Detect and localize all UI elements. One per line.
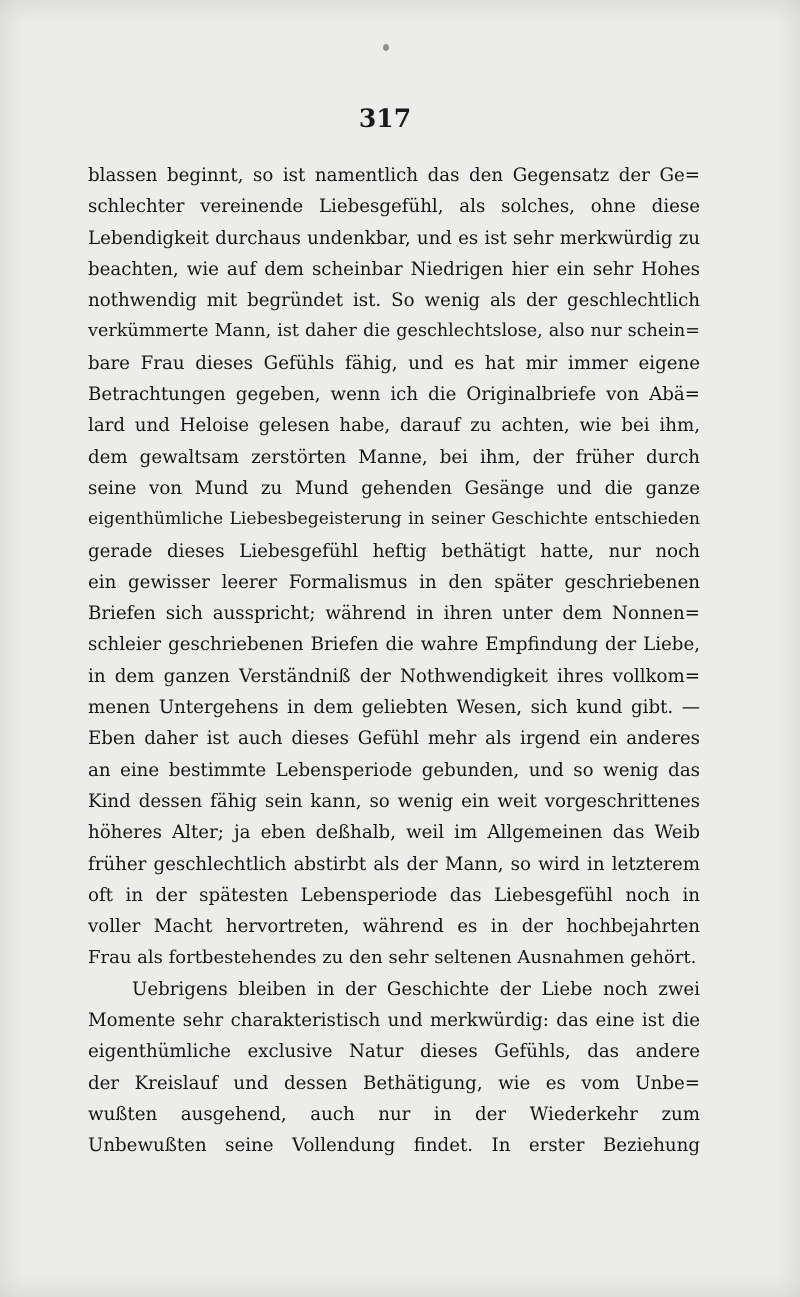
text-line: Kind dessen fähig sein kann, so wenig ein weit vorgeschrittenes (88, 790, 700, 812)
text-line: gerade dieses Liebesgefühl heftig bethätigt hatte, nur noch (88, 540, 700, 562)
text-line: seine von Mund zu Mund gehenden Gesänge und die ganze (88, 477, 700, 499)
text-line: Eben daher ist auch dieses Gefühl mehr als irgend ein anderes (88, 728, 700, 750)
text-line: ein gewisser leerer Formalismus in den später geschriebenen (88, 571, 700, 593)
text-line: nothwendig mit begründet ist. So wenig als der geschlechtlich (88, 290, 700, 312)
text-line: dem gewaltsam zerstörten Manne, bei ihm, der früher durch (88, 446, 700, 468)
page-number: 317 (358, 104, 412, 133)
text-line: Uebrigens bleiben in der Geschichte der Liebe noch zwei (132, 978, 700, 1000)
text-line: bare Frau dieses Gefühls fähig, und es hat mir immer eigene (88, 352, 700, 374)
text-line: an eine bestimmte Lebensperiode gebunden, und so wenig das (88, 759, 700, 781)
text-line: Momente sehr charakteristisch und merkwürdig: das eine ist die (88, 1010, 700, 1032)
text-line: verkümmerte Mann, ist daher die geschlechtslose, also nur schein= (88, 321, 700, 342)
text-line: Betrachtungen gegeben, wenn ich die Originalbriefe von Abä= (88, 384, 700, 406)
text-line: eigenthümliche Liebesbegeisterung in seiner Geschichte entschieden (88, 509, 700, 530)
text-line: wußten ausgehend, auch nur in der Wiederkehr zum (88, 1103, 700, 1125)
text-line: früher geschlechtlich abstirbt als der Mann, so wird in letzterem (88, 853, 700, 875)
text-line: Unbewußten seine Vollendung findet. In erster Beziehung (88, 1135, 700, 1157)
text-line: eigenthümliche exclusive Natur dieses Gefühls, das andere (88, 1041, 700, 1063)
text-line: beachten, wie auf dem scheinbar Niedrigen hier ein sehr Hohes (88, 258, 700, 280)
text-line: blassen beginnt, so ist namentlich das den Gegensatz der Ge= (88, 165, 700, 186)
text-line: oft in der spätesten Lebensperiode das Liebesgefühl noch in (88, 884, 700, 906)
text-line: in dem ganzen Verständniß der Nothwendigkeit ihres vollkom= (88, 665, 700, 687)
body-text (88, 160, 700, 1162)
text-line: höheres Alter; ja eben deßhalb, weil im Allgemeinen das Weib (88, 822, 700, 844)
text-line: menen Untergehens in dem geliebten Wesen, sich kund gibt. — (88, 697, 700, 719)
text-line: voller Macht hervortreten, während es in der hochbejahrten (88, 916, 700, 938)
text-line: lard und Heloise gelesen habe, darauf zu achten, wie bei ihm, (88, 415, 700, 437)
text-line: der Kreislauf und dessen Bethätigung, wie es vom Unbe= (88, 1072, 700, 1094)
ink-speck (383, 44, 389, 51)
text-line: schleier geschriebenen Briefen die wahre Empfindung der Liebe, (88, 634, 700, 656)
text-line: schlechter vereinende Liebesgefühl, als solches, ohne diese (88, 196, 700, 218)
text-line: Frau als fortbestehendes zu den sehr seltenen Ausnahmen gehört. (88, 947, 697, 969)
text-line: Lebendigkeit durchaus undenkbar, und es ist sehr merkwürdig zu (88, 227, 700, 249)
text-line: Briefen sich ausspricht; während in ihren unter dem Nonnen= (88, 603, 700, 625)
